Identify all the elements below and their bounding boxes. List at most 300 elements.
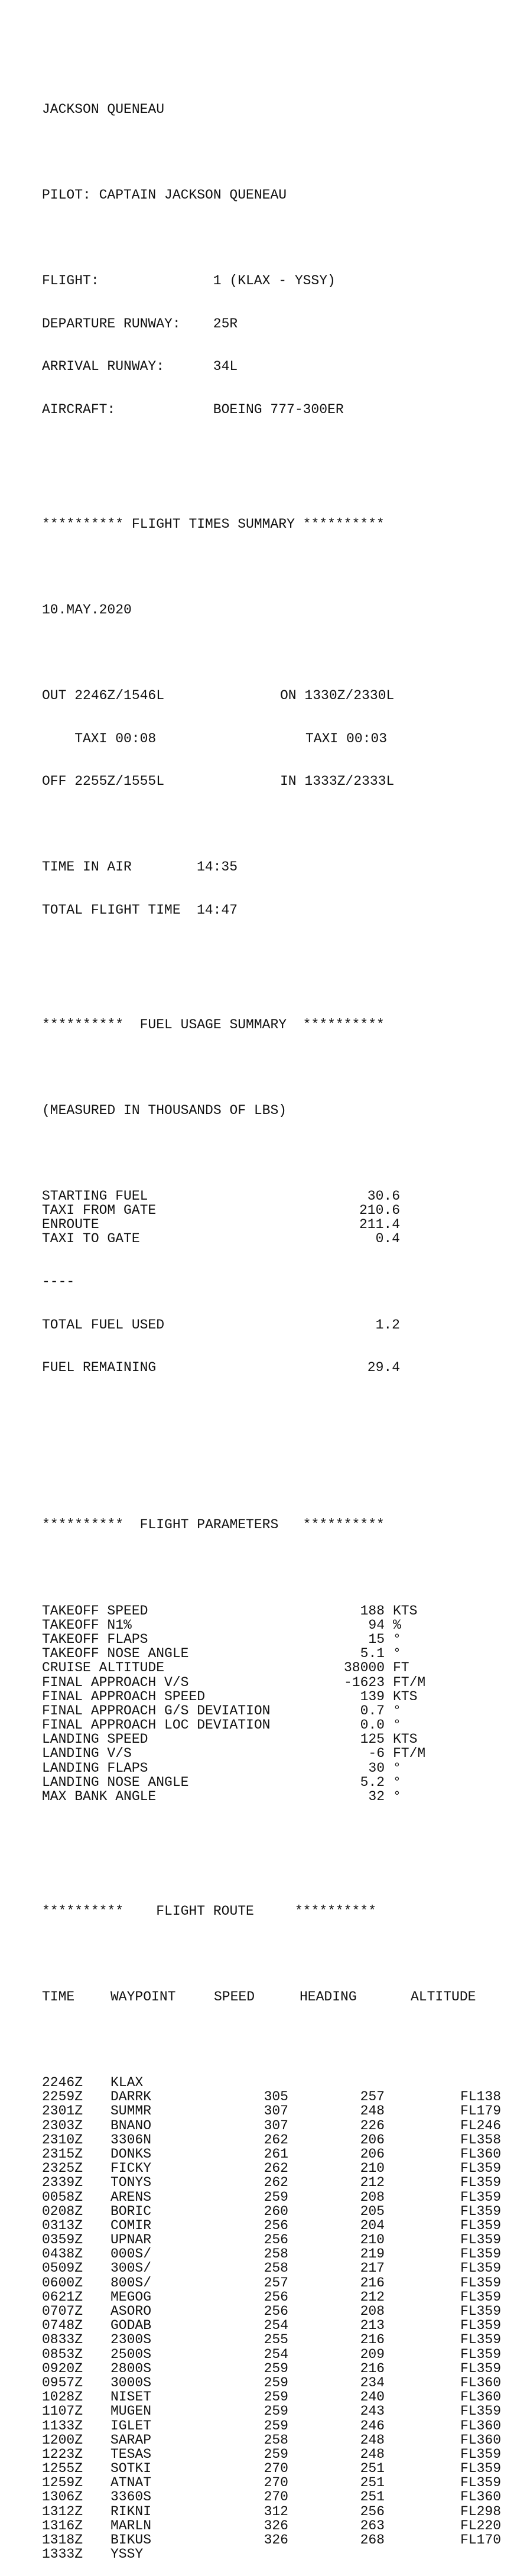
route-waypoint: 3000S	[110, 2374, 152, 2390]
route-time: 0600Z	[42, 2275, 83, 2291]
route-waypoint: MARLN	[110, 2517, 152, 2533]
route-heading-value: 251	[360, 2489, 385, 2505]
route-altitude: FL170	[460, 2532, 502, 2548]
route-speed: 257	[264, 2275, 288, 2291]
route-time: 0621Z	[42, 2289, 83, 2305]
route-speed: 254	[264, 2346, 288, 2362]
route-row	[42, 2374, 502, 2390]
route-row	[42, 2275, 502, 2291]
route-speed: 307	[264, 2117, 288, 2133]
route-speed: 254	[264, 2318, 288, 2334]
route-altitude: FL138	[460, 2089, 502, 2105]
route-row	[42, 2318, 502, 2334]
route-speed: 305	[264, 2089, 288, 2105]
route-speed: 259	[264, 2389, 288, 2405]
parameter-unit: KTS	[393, 1688, 418, 1704]
total-fuel-used-line	[42, 1317, 400, 1333]
parameter-unit: FT/M	[393, 1674, 426, 1690]
route-waypoint: SUMMR	[110, 2103, 152, 2119]
parameter-row	[42, 1603, 418, 1619]
route-waypoint: 000S/	[110, 2246, 152, 2262]
route-row	[42, 2432, 502, 2448]
route-row	[42, 2547, 385, 2561]
route-time: 1318Z	[42, 2532, 83, 2548]
route-altitude: FL359	[460, 2475, 502, 2491]
route-waypoint: DONKS	[110, 2146, 152, 2162]
route-time: 1306Z	[42, 2489, 83, 2505]
route-time: 0833Z	[42, 2332, 83, 2348]
total-flight-time-value: 14:47	[197, 902, 238, 918]
route-speed: 312	[264, 2503, 288, 2519]
route-row	[42, 2360, 502, 2376]
fuel-label: STARTING FUEL	[42, 1188, 148, 1204]
route-waypoint: SOTKI	[110, 2461, 152, 2477]
route-row	[42, 2189, 502, 2205]
parameter-value: 188	[360, 1603, 385, 1619]
fuel-row	[42, 1231, 400, 1247]
route-time: 2246Z	[42, 2075, 83, 2090]
route-time: 0920Z	[42, 2360, 83, 2376]
route-altitude: FL359	[460, 2346, 502, 2362]
fuel-row	[42, 1217, 400, 1233]
parameter-label: LANDING FLAPS	[42, 1760, 148, 1776]
route-speed: 326	[264, 2532, 288, 2548]
parameter-value: 30	[368, 1760, 385, 1776]
report-name: JACKSON QUENEAU	[42, 101, 165, 117]
parameter-row	[42, 1646, 401, 1662]
route-speed: 260	[264, 2203, 288, 2219]
route-speed: 270	[264, 2489, 288, 2505]
route-altitude: FL359	[460, 2461, 502, 2477]
route-row	[42, 2332, 502, 2348]
aircraft-label: AIRCRAFT:	[42, 401, 116, 417]
route-heading-value: 234	[360, 2374, 385, 2390]
route-altitude: FL359	[460, 2360, 502, 2376]
route-speed: 259	[264, 2374, 288, 2390]
fuel-row	[42, 1203, 400, 1219]
route-row	[42, 2260, 502, 2276]
route-speed: 256	[264, 2289, 288, 2305]
route-row	[42, 2461, 502, 2477]
parameter-rows	[42, 1603, 426, 1805]
taxi-line	[42, 730, 388, 746]
route-time: 1200Z	[42, 2432, 83, 2448]
route-waypoint: 300S/	[110, 2260, 152, 2276]
route-time: 0957Z	[42, 2374, 83, 2390]
parameter-value: 5.1	[360, 1646, 385, 1662]
route-time: 1259Z	[42, 2475, 83, 2491]
route-time: 0313Z	[42, 2217, 83, 2233]
out-on-line	[42, 687, 395, 703]
route-row	[42, 2175, 502, 2191]
route-time: 0438Z	[42, 2246, 83, 2262]
parameter-label: TAKEOFF SPEED	[42, 1603, 148, 1619]
flight-date: 10.MAY.2020	[42, 602, 132, 618]
parameter-unit: °	[393, 1789, 401, 1805]
total-flight-time-label: TOTAL FLIGHT TIME	[42, 902, 181, 918]
route-time: 2315Z	[42, 2146, 83, 2162]
flight-label: FLIGHT:	[42, 273, 99, 289]
route-rows	[42, 2075, 502, 2562]
flight-value: 1 (KLAX - YSSY)	[213, 273, 336, 289]
arrival-runway-value: 34L	[213, 359, 238, 375]
off-time: OFF 2255Z/1555L	[42, 774, 165, 790]
route-time: 2325Z	[42, 2161, 83, 2177]
arrival-runway-line	[42, 359, 385, 373]
parameter-unit: KTS	[393, 1732, 418, 1747]
route-altitude: FL298	[460, 2503, 502, 2519]
fuel-separator: ----	[42, 1274, 75, 1290]
route-waypoint: FICKY	[110, 2161, 152, 2177]
parameter-value: 5.2	[360, 1774, 385, 1790]
route-altitude: FL359	[460, 2289, 502, 2305]
route-waypoint: BORIC	[110, 2203, 152, 2219]
route-waypoint: ARENS	[110, 2189, 152, 2205]
parameter-value: 38000	[343, 1660, 385, 1676]
route-altitude: FL359	[460, 2446, 502, 2462]
route-time: 0509Z	[42, 2260, 83, 2276]
route-waypoint: 3360S	[110, 2489, 152, 2505]
route-speed: 259	[264, 2189, 288, 2205]
route-heading-value: 240	[360, 2389, 385, 2405]
fuel-value: 210.6	[359, 1203, 400, 1219]
route-altitude: FL360	[460, 2374, 502, 2390]
route-time: 1133Z	[42, 2418, 83, 2434]
route-heading-value: 246	[360, 2418, 385, 2434]
route-time: 2310Z	[42, 2132, 83, 2148]
out-time: OUT 2246Z/1546L	[42, 687, 165, 703]
route-speed: 307	[264, 2103, 288, 2119]
route-heading-value: 210	[360, 2232, 385, 2248]
route-altitude: FL359	[460, 2175, 502, 2191]
fuel-value: 211.4	[359, 1217, 400, 1233]
route-heading-value: 257	[360, 2089, 385, 2105]
route-waypoint: COMIR	[110, 2217, 152, 2233]
route-heading-value: 208	[360, 2189, 385, 2205]
route-heading-value: 243	[360, 2403, 385, 2419]
parameter-label: FINAL APPROACH V/S	[42, 1674, 189, 1690]
parameter-value: 0.7	[360, 1703, 385, 1719]
time-in-air-value: 14:35	[197, 859, 238, 875]
departure-runway-line	[42, 317, 385, 331]
arrival-runway-label: ARRIVAL RUNWAY:	[42, 359, 165, 375]
route-speed: 256	[264, 2232, 288, 2248]
route-speed: 259	[264, 2446, 288, 2462]
route-heading-value: 209	[360, 2346, 385, 2362]
parameter-label: TAKEOFF FLAPS	[42, 1631, 148, 1647]
flight-line	[42, 274, 385, 288]
route-waypoint: UPNAR	[110, 2232, 152, 2248]
route-waypoint: ATNAT	[110, 2475, 152, 2491]
route-waypoint: IGLET	[110, 2418, 152, 2434]
route-heading-value: 212	[360, 2289, 385, 2305]
total-fuel-used-value: 1.2	[375, 1317, 400, 1333]
parameter-row	[42, 1760, 401, 1776]
route-heading-value: 251	[360, 2475, 385, 2491]
route-time: 0748Z	[42, 2318, 83, 2334]
route-waypoint: MEGOG	[110, 2289, 152, 2305]
parameter-label: TAKEOFF N1%	[42, 1617, 132, 1633]
route-waypoint: SARAP	[110, 2432, 152, 2448]
in-time: IN 1333Z/2333L	[280, 774, 395, 790]
parameter-row	[42, 1631, 401, 1647]
fuel-remaining-line	[42, 1360, 400, 1376]
parameter-row	[42, 1774, 401, 1790]
parameter-value: 32	[368, 1789, 385, 1805]
parameter-row	[42, 1674, 426, 1690]
route-row	[42, 2246, 502, 2262]
col-speed: SPEED	[214, 1989, 255, 2005]
route-row	[42, 2117, 502, 2133]
route-row	[42, 2418, 502, 2434]
fuel-label: ENROUTE	[42, 1217, 99, 1233]
route-altitude: FL359	[460, 2318, 502, 2334]
route-waypoint: TESAS	[110, 2446, 152, 2462]
time-in-air-line	[42, 860, 385, 874]
fuel-row	[42, 1188, 400, 1204]
route-altitude: FL246	[460, 2117, 502, 2133]
route-heading-value: 217	[360, 2260, 385, 2276]
route-row	[42, 2232, 502, 2248]
route-altitude: FL179	[460, 2103, 502, 2119]
time-in-air-label: TIME IN AIR	[42, 859, 132, 875]
taxi-out-time: TAXI 00:08	[74, 730, 157, 746]
route-time: 2301Z	[42, 2103, 83, 2119]
parameter-value: 125	[360, 1732, 385, 1747]
route-speed: 261	[264, 2146, 288, 2162]
route-speed: 259	[264, 2418, 288, 2434]
parameter-value: 15	[368, 1631, 385, 1647]
parameter-label: CRUISE ALTITUDE	[42, 1660, 165, 1676]
fuel-rows	[42, 1188, 400, 1247]
route-altitude: FL358	[460, 2132, 502, 2148]
route-time: 1333Z	[42, 2546, 83, 2562]
route-altitude: FL360	[460, 2432, 502, 2448]
route-heading-value: 251	[360, 2461, 385, 2477]
route-row	[42, 2503, 502, 2519]
aircraft-value: BOEING 777-300ER	[213, 401, 344, 417]
route-heading-value: 248	[360, 2432, 385, 2448]
route-time: 0058Z	[42, 2189, 83, 2205]
total-fuel-used-label: TOTAL FUEL USED	[42, 1317, 165, 1333]
parameters-heading: ********** FLIGHT PARAMETERS **********	[42, 1517, 385, 1533]
route-altitude: FL360	[460, 2146, 502, 2162]
route-waypoint: BNANO	[110, 2117, 152, 2133]
col-altitude: ALTITUDE	[411, 1989, 476, 2005]
route-altitude: FL359	[460, 2189, 502, 2205]
route-waypoint: ASORO	[110, 2304, 152, 2319]
route-speed: 326	[264, 2517, 288, 2533]
parameter-row	[42, 1688, 418, 1704]
route-waypoint: RIKNI	[110, 2503, 152, 2519]
route-speed: 258	[264, 2432, 288, 2448]
route-row	[42, 2103, 502, 2119]
route-heading-value: 204	[360, 2217, 385, 2233]
route-row	[42, 2075, 385, 2090]
fuel-units-note: (MEASURED IN THOUSANDS OF LBS)	[42, 1102, 287, 1118]
route-heading-value: 216	[360, 2275, 385, 2291]
aircraft-line	[42, 402, 385, 417]
route-row	[42, 2489, 502, 2505]
parameter-value: -1623	[343, 1674, 385, 1690]
parameter-unit: °	[393, 1646, 401, 1662]
route-row	[42, 2389, 502, 2405]
route-heading-value: 206	[360, 2146, 385, 2162]
parameter-value: -6	[368, 1746, 385, 1762]
route-altitude: FL359	[460, 2232, 502, 2248]
route-altitude: FL359	[460, 2203, 502, 2219]
parameter-value: 139	[360, 1688, 385, 1704]
route-altitude: FL359	[460, 2217, 502, 2233]
fuel-remaining-value: 29.4	[367, 1360, 400, 1376]
route-heading-value: 248	[360, 2446, 385, 2462]
route-row	[42, 2517, 502, 2533]
route-heading-value: 216	[360, 2360, 385, 2376]
route-altitude: FL359	[460, 2275, 502, 2291]
parameter-unit: °	[393, 1717, 401, 1733]
off-in-line	[42, 774, 395, 790]
parameter-unit: FT	[393, 1660, 409, 1676]
route-heading-value: 216	[360, 2332, 385, 2348]
parameter-label: FINAL APPROACH G/S DEVIATION	[42, 1703, 271, 1719]
route-waypoint: KLAX	[110, 2075, 144, 2090]
route-row	[42, 2132, 502, 2148]
route-row	[42, 2446, 502, 2462]
parameter-unit: %	[393, 1617, 401, 1633]
route-row	[42, 2146, 502, 2162]
route-time: 0208Z	[42, 2203, 83, 2219]
route-altitude: FL359	[460, 2403, 502, 2419]
pilot-label: PILOT:	[42, 187, 91, 203]
route-waypoint: MUGEN	[110, 2403, 152, 2419]
route-waypoint: TONYS	[110, 2175, 152, 2191]
route-speed: 259	[264, 2360, 288, 2376]
parameter-row	[42, 1660, 409, 1676]
route-waypoint: NISET	[110, 2389, 152, 2405]
route-time: 1316Z	[42, 2517, 83, 2533]
parameter-unit: °	[393, 1631, 401, 1647]
parameter-row	[42, 1717, 401, 1733]
route-heading-value: 210	[360, 2161, 385, 2177]
col-heading: HEADING	[300, 1989, 357, 2005]
route-heading-value: 212	[360, 2175, 385, 2191]
times-heading: ********** FLIGHT TIMES SUMMARY **********	[42, 516, 385, 532]
route-time: 0853Z	[42, 2346, 83, 2362]
route-time: 2303Z	[42, 2117, 83, 2133]
route-waypoint: GODAB	[110, 2318, 152, 2334]
fuel-value: 0.4	[375, 1231, 400, 1247]
route-table-header	[42, 1989, 476, 2005]
on-time: ON 1330Z/2330L	[280, 687, 395, 703]
fuel-label: TAXI FROM GATE	[42, 1203, 157, 1219]
route-heading-value: 208	[360, 2304, 385, 2319]
parameter-unit: FT/M	[393, 1746, 426, 1762]
route-speed: 262	[264, 2132, 288, 2148]
departure-runway-label: DEPARTURE RUNWAY:	[42, 316, 181, 332]
route-row	[42, 2289, 502, 2305]
route-heading-value: 248	[360, 2103, 385, 2119]
route-altitude: FL359	[460, 2161, 502, 2177]
parameter-label: TAKEOFF NOSE ANGLE	[42, 1646, 189, 1662]
fuel-heading: ********** FUEL USAGE SUMMARY **********	[42, 1016, 385, 1032]
route-waypoint: BIKUS	[110, 2532, 152, 2548]
route-row	[42, 2532, 502, 2548]
route-time: 0359Z	[42, 2232, 83, 2248]
route-time: 1312Z	[42, 2503, 83, 2519]
parameter-label: MAX BANK ANGLE	[42, 1789, 157, 1805]
route-heading-value: 213	[360, 2318, 385, 2334]
parameter-label: LANDING SPEED	[42, 1732, 148, 1747]
parameter-label: LANDING NOSE ANGLE	[42, 1774, 189, 1790]
departure-runway-value: 25R	[213, 316, 238, 332]
route-waypoint: DARRK	[110, 2089, 152, 2105]
route-speed: 270	[264, 2461, 288, 2477]
route-time: 1107Z	[42, 2403, 83, 2419]
parameter-row	[42, 1703, 401, 1719]
parameter-value: 94	[368, 1617, 385, 1633]
route-row	[42, 2161, 502, 2177]
route-time: 2339Z	[42, 2175, 83, 2191]
pilot-value: CAPTAIN JACKSON QUENEAU	[99, 187, 287, 203]
route-heading-value: 205	[360, 2203, 385, 2219]
parameter-row	[42, 1746, 426, 1762]
route-time: 1223Z	[42, 2446, 83, 2462]
route-altitude: FL359	[460, 2304, 502, 2319]
fuel-label: TAXI TO GATE	[42, 1231, 140, 1247]
route-altitude: FL359	[460, 2246, 502, 2262]
route-altitude: FL220	[460, 2517, 502, 2533]
total-flight-time-line	[42, 903, 385, 917]
route-heading-value: 256	[360, 2503, 385, 2519]
route-waypoint: YSSY	[110, 2546, 144, 2562]
route-row	[42, 2475, 502, 2491]
parameter-value: 0.0	[360, 1717, 385, 1733]
route-heading-value: 206	[360, 2132, 385, 2148]
route-waypoint: 2500S	[110, 2346, 152, 2362]
parameter-row	[42, 1617, 401, 1633]
route-row	[42, 2203, 502, 2219]
route-altitude: FL360	[460, 2418, 502, 2434]
taxi-in-time: TAXI 00:03	[305, 730, 388, 746]
route-speed: 258	[264, 2246, 288, 2262]
col-waypoint: WAYPOINT	[110, 1989, 176, 2005]
parameter-row	[42, 1789, 401, 1805]
pilot-line	[42, 188, 385, 202]
fuel-value: 30.6	[367, 1188, 400, 1204]
route-heading-value: 263	[360, 2517, 385, 2533]
route-waypoint: 800S/	[110, 2275, 152, 2291]
route-speed: 258	[264, 2260, 288, 2276]
parameter-row	[42, 1732, 418, 1747]
route-heading-value: 226	[360, 2117, 385, 2133]
flight-report	[42, 45, 502, 2576]
parameter-unit: °	[393, 1774, 401, 1790]
route-heading-value: 268	[360, 2532, 385, 2548]
route-row	[42, 2217, 502, 2233]
route-time: 0707Z	[42, 2304, 83, 2319]
route-speed: 270	[264, 2475, 288, 2491]
route-row	[42, 2304, 502, 2319]
route-heading-value: 219	[360, 2246, 385, 2262]
route-waypoint: 3306N	[110, 2132, 152, 2148]
route-altitude: FL359	[460, 2260, 502, 2276]
route-altitude: FL359	[460, 2332, 502, 2348]
route-speed: 255	[264, 2332, 288, 2348]
route-speed: 262	[264, 2161, 288, 2177]
route-row	[42, 2346, 502, 2362]
route-row	[42, 2403, 502, 2419]
route-altitude: FL360	[460, 2389, 502, 2405]
